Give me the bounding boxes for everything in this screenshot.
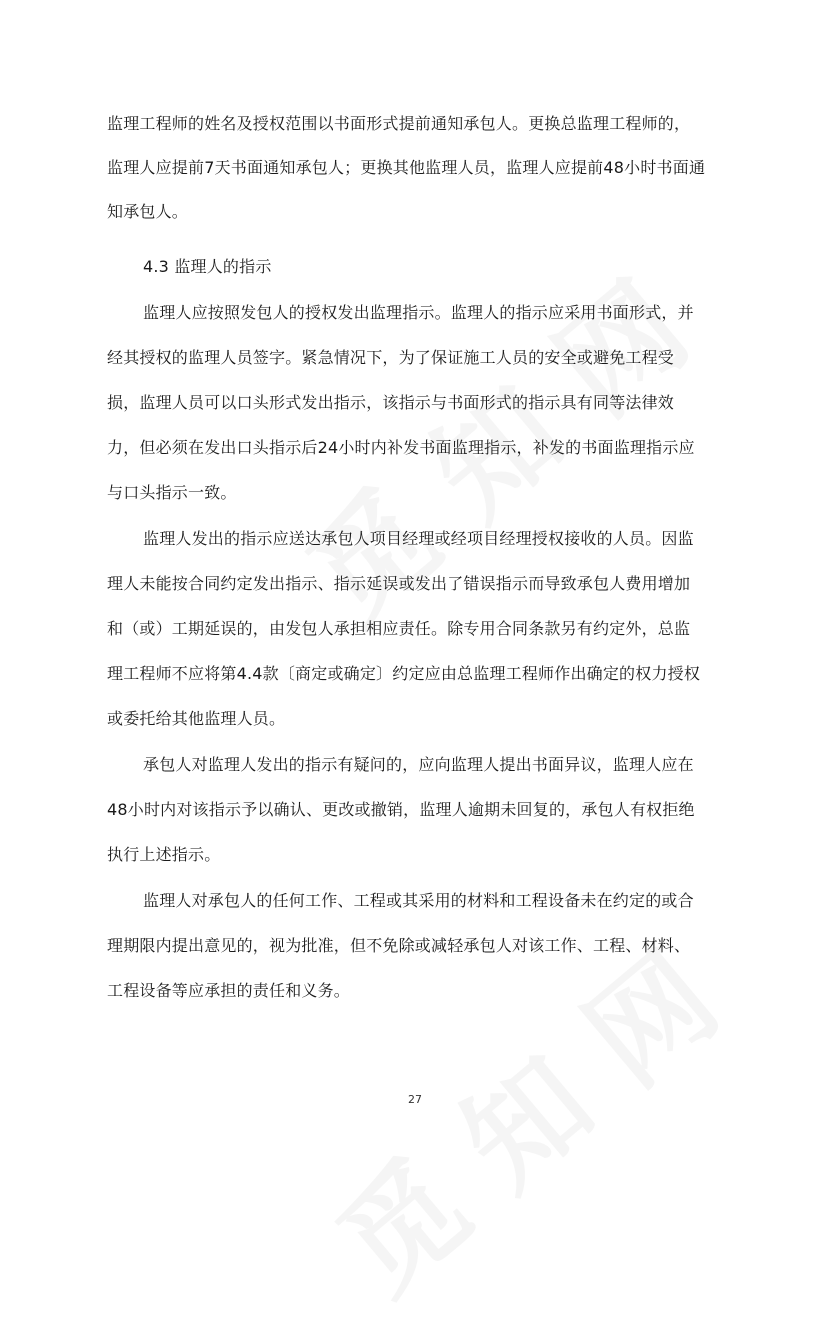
paragraph-line: 知承包人。 bbox=[107, 202, 189, 221]
paragraph-line: 理工程师不应将第4.4款〔商定或确定〕约定应由总监理工程师作出确定的权力授权 bbox=[107, 664, 701, 683]
paragraph-line: 48小时内对该指示予以确认、更改或撤销，监理人逾期未回复的，承包人有权拒绝 bbox=[107, 800, 695, 819]
paragraph-line: 经其授权的监理人员签字。紧急情况下，为了保证施工人员的安全或避免工程受 bbox=[107, 348, 675, 367]
paragraph-line: 与口头指示一致。 bbox=[107, 483, 237, 502]
paragraph-line: 监理人发出的指示应送达承包人项目经理或经项目经理授权接收的人员。因监 bbox=[143, 529, 694, 548]
paragraph-line: 和（或）工期延误的，由发包人承担相应责任。除专用合同条款另有约定外，总监 bbox=[107, 619, 691, 638]
watermark bbox=[297, 908, 747, 1324]
paragraph-line: 力，但必须在发出口头指示后24小时内补发书面监理指示，补发的书面监理指示应 bbox=[107, 438, 695, 457]
paragraph-line: 损，监理人员可以口头形式发出指示，该指示与书面形式的指示具有同等法律效 bbox=[107, 393, 675, 412]
paragraph-line: 承包人对监理人发出的指示有疑问的，应向监理人提出书面异议，监理人应在 bbox=[143, 755, 694, 774]
section-heading: 4.3 监理人的指示 bbox=[143, 257, 272, 276]
page-number: 27 bbox=[408, 1093, 422, 1106]
paragraph-line: 工程设备等应承担的责任和义务。 bbox=[107, 981, 351, 1000]
paragraph-line: 监理人应提前7天书面通知承包人；更换其他监理人员，监理人应提前48小时书面通 bbox=[107, 158, 706, 177]
paragraph-line: 监理人应按照发包人的授权发出监理指示。监理人的指示应采用书面形式，并 bbox=[143, 303, 694, 322]
paragraph-line: 监理人对承包人的任何工作、工程或其采用的材料和工程设备未在约定的或合 bbox=[143, 891, 694, 910]
paragraph-line: 执行上述指示。 bbox=[107, 845, 221, 864]
paragraph-line: 理人未能按合同约定发出指示、指示延误或发出了错误指示而导致承包人费用增加 bbox=[107, 574, 691, 593]
paragraph-line: 监理工程师的姓名及授权范围以书面形式提前通知承包人。更换总监理工程师的， bbox=[107, 114, 691, 133]
paragraph-line: 理期限内提出意见的，视为批准，但不免除或减轻承包人对该工作、工程、材料、 bbox=[107, 936, 691, 955]
paragraph-line: 或委托给其他监理人员。 bbox=[107, 709, 286, 728]
